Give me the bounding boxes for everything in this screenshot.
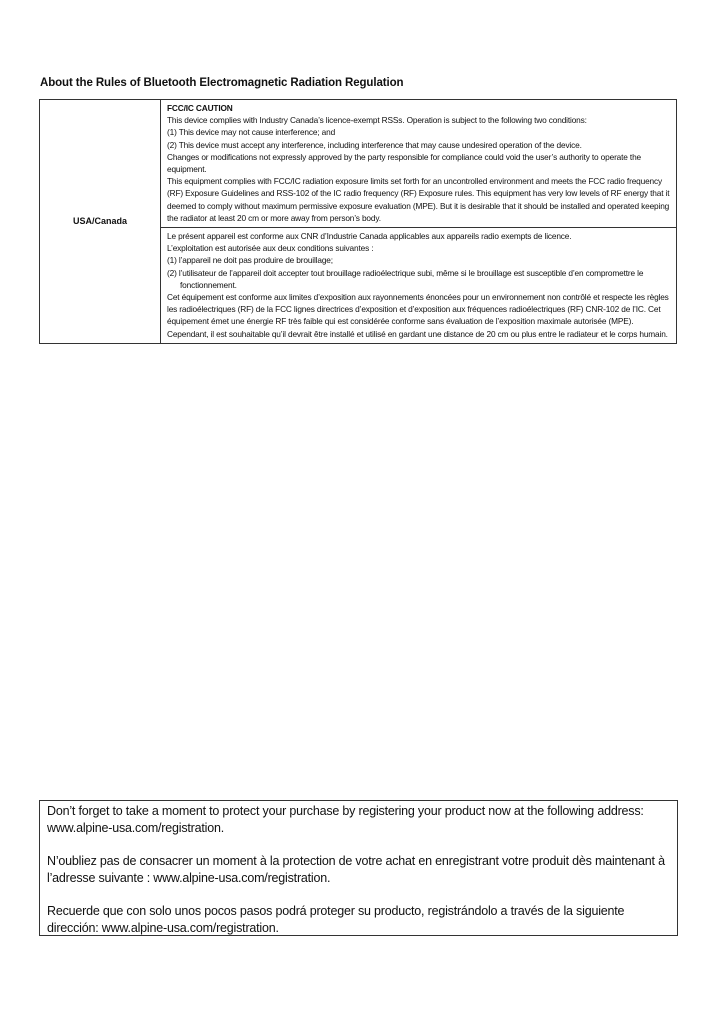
table-row [40, 100, 677, 228]
english-condition-2: (2) This device must accept any interference, including interference that may cause undesired operation of the device. [167, 139, 582, 150]
registration-box [39, 800, 678, 936]
english-exposure: This equipment complies with FCC/IC radiation exposure limits set forth for an uncontrolled environment and meets the FCC radio frequency (RF) Exposure Guidelines and RSS-102 of the IC radio frequency (RF) Exposure rules. This equipment has very low levels of RF energy that it deemed to comply without maximum permissive exposure evaluation (MPE). But it is desirable that it should be installed and operated keeping the radiator at least 20 cm or more away from person’s body. [167, 176, 670, 223]
french-conditions-intro: L’exploitation est autorisée aux deux conditions suivantes : [167, 243, 374, 254]
section-title: About the Rules of Bluetooth Electromagnetic Radiation Regulation [40, 77, 404, 89]
french-condition-1: (1) l’appareil ne doit pas produire de brouillage; [167, 255, 333, 266]
french-exposure: Cet équipement est conforme aux limites d’exposition aux rayonnements énoncées pour un environnement non contrôlé et respecte les règles les radioélectriques (RF) de la FCC lignes directrices d’exposition et d’exposition aux fréquences radioélectriques (RF) CNR-102 de l’IC. Cet équipement émet une énergie RF très faible qui est considérée conforme sans évaluation de l’exposition maximale autorisée (MPE). Cependant, il est souhaitable qu’il devrait être installé et utilisé en gardant une distance de 20 cm ou plus entre le radiateur et le corps humain. [167, 292, 669, 339]
caution-title: FCC/IC CAUTION [167, 103, 233, 113]
registration-english: Don’t forget to take a moment to protect your purchase by registering your product now at the following address: www.alpine-usa.com/registration. [47, 804, 644, 835]
french-notice [161, 228, 677, 344]
french-condition-2: (2) l’utilisateur de l’appareil doit accepter tout brouillage radioélectrique subi, même si le brouillage est susceptible d’en compromettre le fonctionnement. [167, 267, 644, 290]
registration-spanish: Recuerde que con solo unos pocos pasos podrá proteger su producto, registrándolo a través de la siguiente dirección: www.alpine-usa.com/registration. [47, 904, 625, 935]
french-intro: Le présent appareil est conforme aux CNR d’Industrie Canada applicables aux appareils radio exempts de licence. [167, 231, 572, 242]
english-condition-1: (1) This device may not cause interference; and [167, 127, 336, 138]
regulation-table [39, 99, 677, 344]
english-changes: Changes or modifications not expressly approved by the party responsible for compliance could void the user’s authority to operate the equipment. [167, 151, 641, 175]
english-notice [161, 100, 677, 228]
region-label: USA/Canada [40, 100, 161, 344]
english-intro: This device complies with Industry Canada’s licence-exempt RSSs. Operation is subject to the following two conditions: [167, 115, 587, 126]
registration-french: N’oubliez pas de consacrer un moment à la protection de votre achat en enregistrant votre produit dès maintenant à l’adresse suivante : www.alpine-usa.com/registration. [47, 854, 665, 885]
